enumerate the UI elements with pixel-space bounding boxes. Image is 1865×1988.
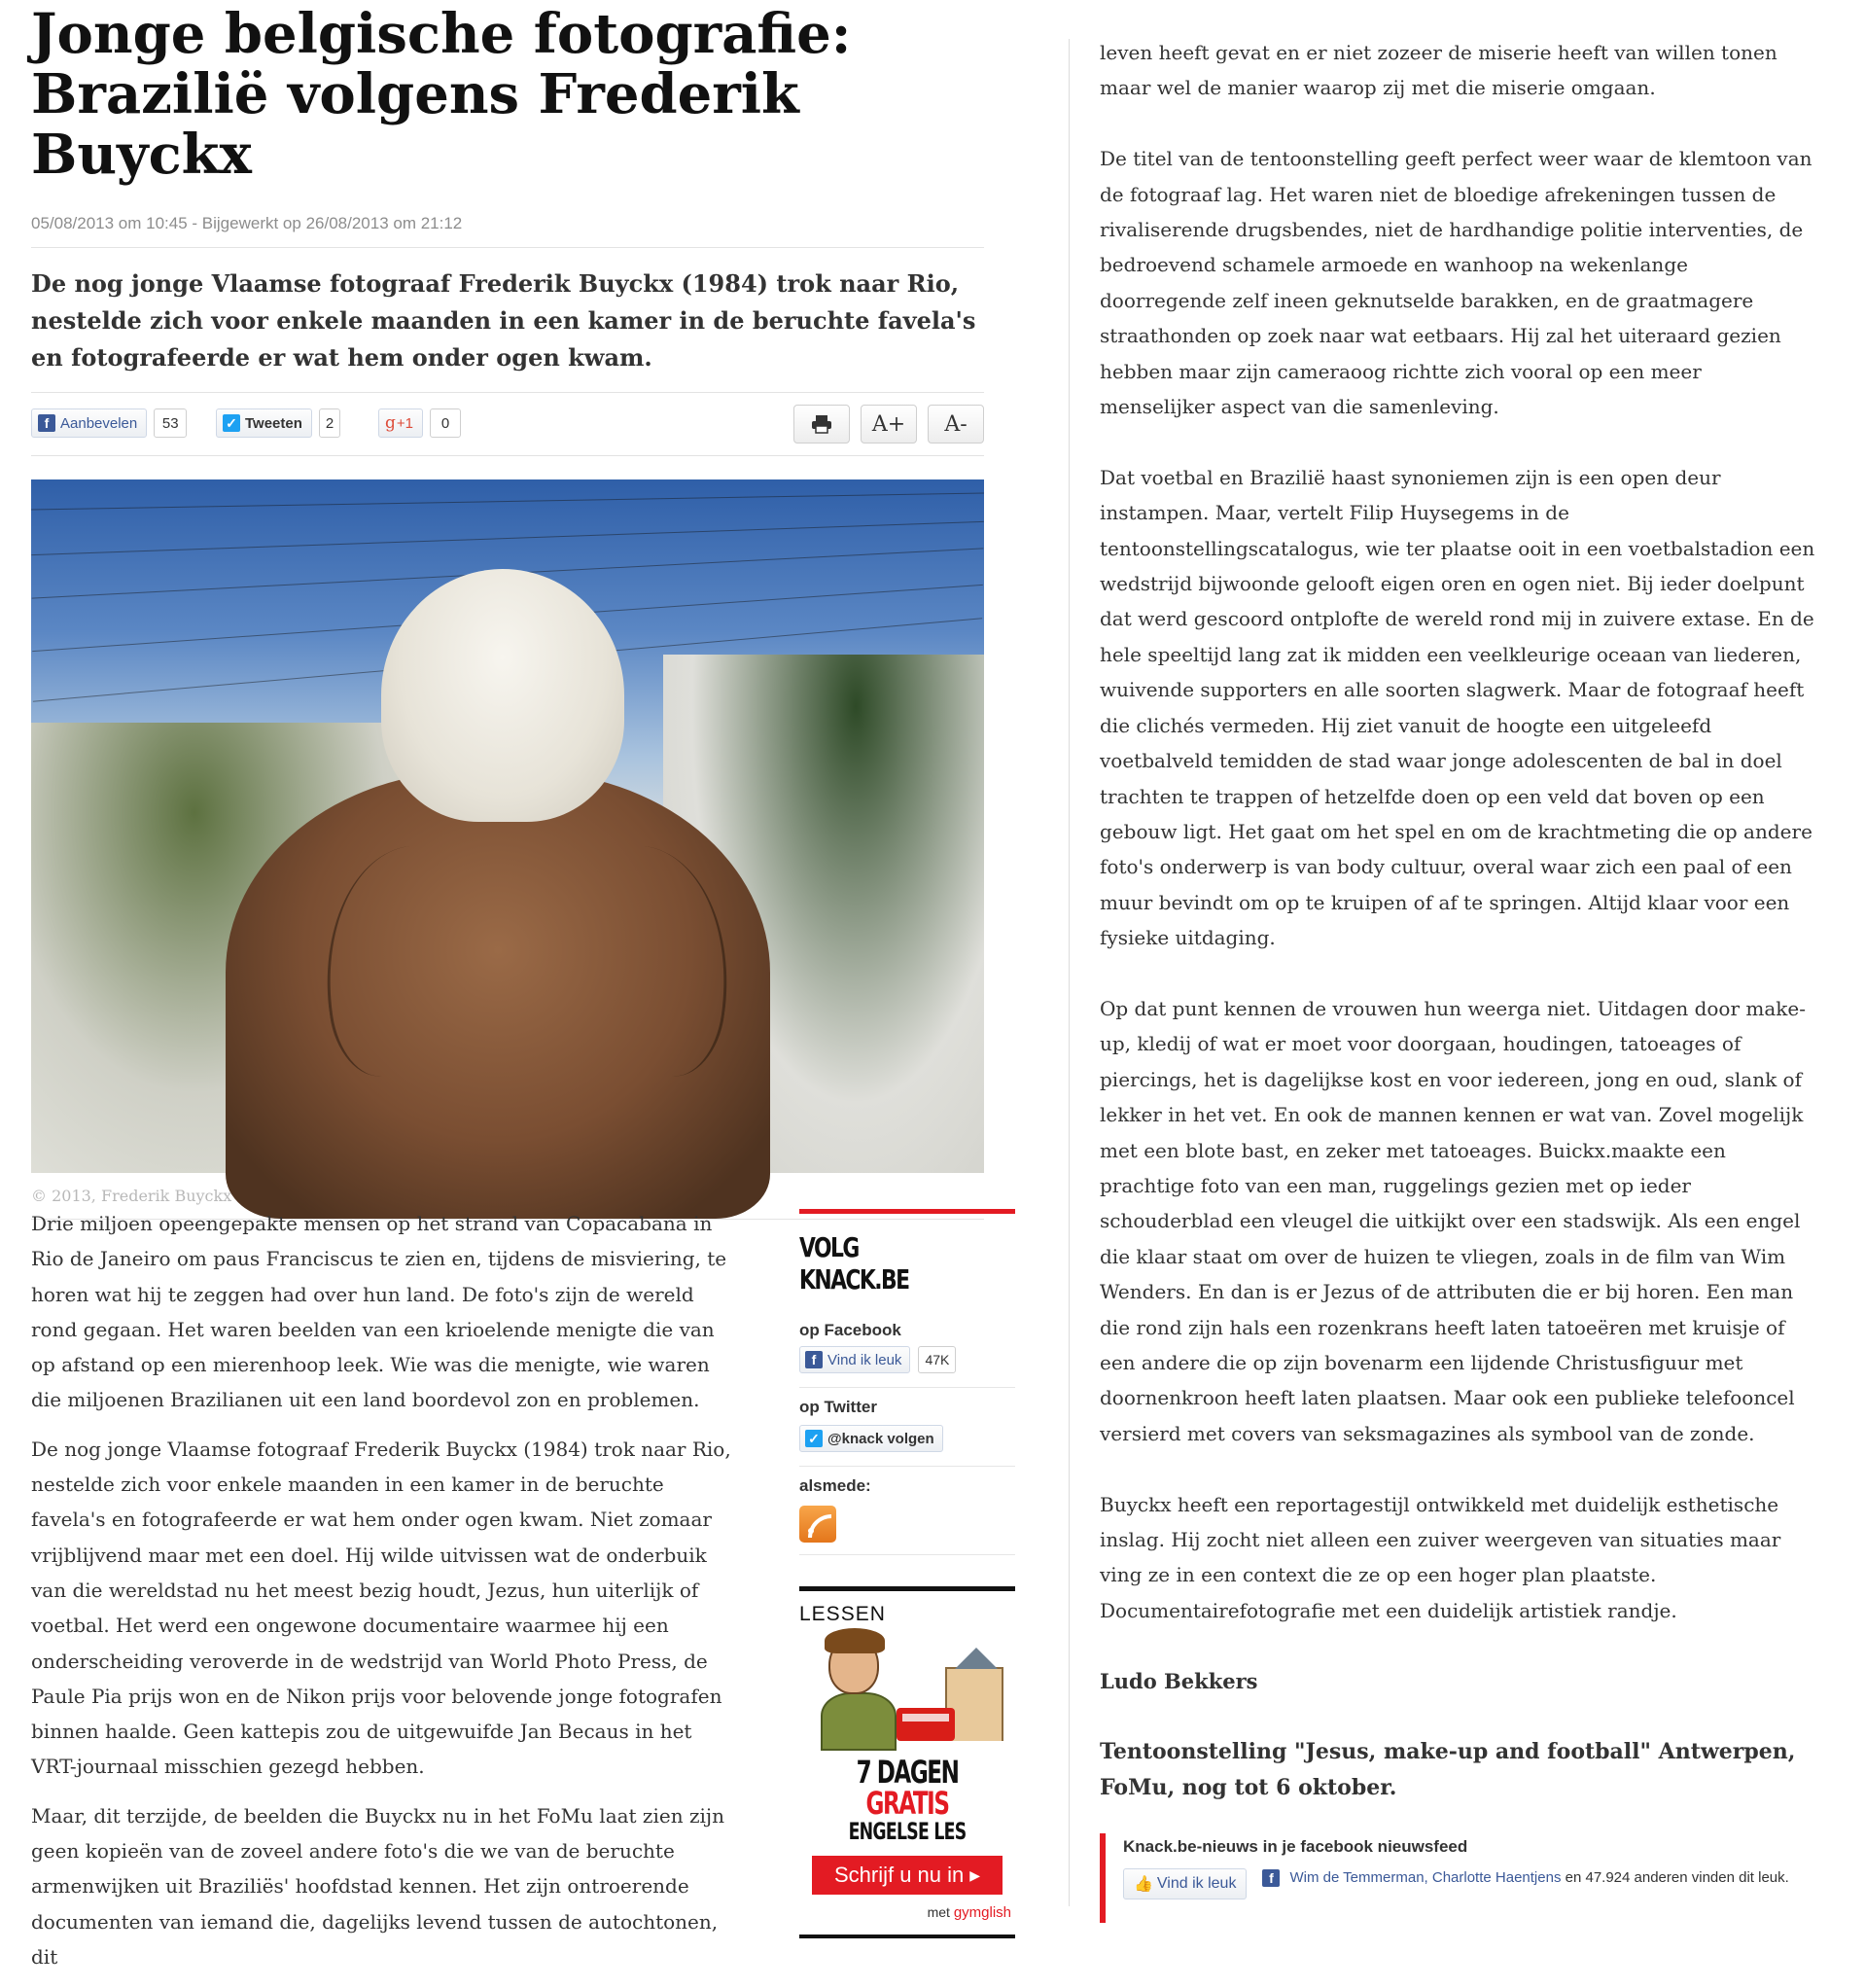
gplus-label: +1	[396, 414, 413, 432]
paragraph: De titel van de tentoonstelling geeft perfect weer waar de klemtoon van de fotograaf lag. Het waren niet de bloedige afrekeningen tussen de rivaliserende drugsbendes, niet de hardhandige politie interventies, de bedroevend schamele armoede en wanhoop na wekenlange doorregende zelf ineen geknutselde barakken, en de graatmagere straathonden op zoek naar wat eetbaars. Hij zal het uiteraard gezien hebben maar zijn cameraoog richtte zich vooral op een meer menselijker aspect van die samenleving.	[1100, 147, 1812, 419]
twitter-follow-button[interactable]	[799, 1425, 943, 1452]
font-increase-label: A+	[871, 411, 906, 437]
friends-sentence	[1289, 1868, 1788, 1899]
facebook-feed-row	[1123, 1868, 1819, 1899]
twitter-share	[216, 408, 340, 438]
power-line	[31, 492, 984, 510]
friends-names-link[interactable]: Wim de Temmerman, Charlotte Haentjens	[1289, 1868, 1562, 1886]
facebook-recommend-button[interactable]	[31, 408, 147, 438]
lessons-subtitle: ENGELSE LES	[848, 1818, 967, 1845]
column-divider	[1069, 39, 1070, 1906]
facebook-like-button[interactable]	[1123, 1868, 1247, 1899]
facebook-follow-row	[799, 1346, 1015, 1388]
facebook-friends-text	[1262, 1868, 1807, 1899]
paragraph: leven heeft gevat en er niet zozeer de miserie heeft van willen tonen maar wel de manier waarop zij met die miserie omgaan.	[1100, 41, 1777, 100]
font-increase-button[interactable]	[861, 405, 917, 444]
twitter-follow-label: op Twitter	[799, 1398, 877, 1416]
photo-caption: © 2013, Frederik Buyckx	[31, 1187, 232, 1205]
rss-row	[799, 1496, 1015, 1555]
gymglish-link[interactable]: gymglish	[953, 1904, 1011, 1921]
print-button[interactable]	[793, 405, 850, 444]
paragraph: De nog jonge Vlaamse fotograaf Frederik Buyckx (1984) trok naar Rio, nestelde zich voor enkele maanden in een kamer in de beruchte favela's en fotografeerde er wat hem onder ogen kwam. Niet zomaar vrijblijvend maar met een doel. Hij wilde uitvissen wat de onderbuik van die wereldstad nu het meest bezig houdt, Jezus, hun uiterlijk of voetbal. Het werd een ongewone documentaire waarmee hij een onderscheiding veroverde in de wedstrijd van World Photo Press, de Paule Pia prijs won en de Nikon prijs voor belovende jonge fotografen binnen haalde. Geen kattepis zou de uitgewuifde Jan Becaus in het VRT-journaal misschien gezegd hebben.	[31, 1437, 731, 1779]
teacher-body	[821, 1692, 897, 1751]
gymglish-credit	[799, 1904, 1015, 1921]
sidebar-widgets	[799, 1209, 1015, 1938]
font-decrease-button[interactable]	[928, 405, 984, 444]
lessons-illustration	[799, 1628, 1015, 1751]
teacher-hair	[825, 1628, 885, 1653]
thumbs-up-icon: 👍	[1134, 1875, 1153, 1893]
article-lede: De nog jonge Vlaamse fotograaf Frederik Buyckx (1984) trok naar Rio, nestelde zich voor enkele maanden in een kamer in de beruchte favela's en fotografeerde er wat hem onder ogen kwam.	[31, 269, 976, 372]
facebook-follow-label: op Facebook	[799, 1321, 901, 1339]
friends-rest: en 47.924 anderen vinden dit leuk.	[1561, 1868, 1789, 1886]
facebook-feed-widget	[1100, 1833, 1819, 1923]
follow-knack-widget	[799, 1209, 1015, 1555]
lessons-days-text: 7 DAGEN	[856, 1754, 959, 1791]
gplus-icon: g	[385, 413, 396, 433]
article-photo	[31, 479, 984, 1173]
divider	[31, 455, 984, 456]
twitter-follow-text: @knack volgen	[827, 1430, 934, 1447]
lessons-signup-button[interactable]	[812, 1856, 1003, 1895]
paragraph: Dat voetbal en Brazilië haast synoniemen zijn is een open deur instampen. Maar, vertelt Filip Huysegems in de tentoonstellingscatalogus, wie ter plaatse ooit in een voetbalstadion een wedstrijd bijwoonde gelooft eigen oren en ogen niet. Bij ieder doelpunt dat werd gescoord ontplofte de wereld rond mij in zuivere extase. En de hele speeltijd lang zat ik midden een veelkleurige oceaan van liederen, wuivende supporters en alle soorten slagwerk. Maar de fotograaf heeft die clichés vermeden. Hij ziet vanuit de hoogte een uitgeleefd voetbalveld temidden de stad waar jonge adolescenten de bal in doel trachten te trappen of hetzelfde doen op een veld dat boven op een gebouw ligt. Het gaat om het spel en om de krachtmeting die op andere foto's onderwerp is van body cultuur, overal waar zich een paal of een muur bevindt om op te kruipen of af te springen. Altijd klaar voor een fysieke uitdaging.	[1100, 465, 1815, 950]
english-lessons-ad	[799, 1586, 1015, 1938]
tweet-label: Tweeten	[245, 414, 302, 432]
twitter-bird-icon: ✓	[223, 414, 240, 432]
twitter-follow-row	[799, 1425, 1015, 1467]
power-line	[31, 521, 983, 555]
facebook-count: 53	[154, 408, 187, 438]
rss-icon[interactable]	[799, 1506, 836, 1543]
play-arrow-icon: ▶	[969, 1866, 981, 1883]
exhibition-info: Tentoonstelling "Jesus, make-up and football" Antwerpen, FoMu, nog tot 6 oktober.	[1100, 1739, 1796, 1800]
lessons-days	[829, 1754, 985, 1822]
gplus-button[interactable]	[378, 408, 423, 438]
printer-icon	[811, 414, 832, 434]
also-label: alsmede:	[799, 1476, 871, 1495]
twitter-bird-icon: ✓	[805, 1430, 823, 1447]
paragraph: Buyckx heeft een reportagestijl ontwikkeld met duidelijk esthetische inslag. Hij zocht niet alleen een zuiver weergeven van situaties maar ving ze in een context die ze op een hoger plan plaatste. Documentairefotografie met een duidelijk artistiek randje.	[1100, 1492, 1781, 1622]
london-bus-illustration	[897, 1708, 955, 1741]
facebook-feed-title: Knack.be-nieuws in je facebook nieuwsfeed	[1123, 1836, 1468, 1856]
follow-title: VOLG KNACK.BE	[799, 1231, 909, 1296]
twitter-count: 2	[319, 408, 340, 438]
gplus-share	[378, 408, 461, 438]
facebook-like-label: Vind ik leuk	[827, 1351, 902, 1368]
article-body-right	[1100, 35, 1819, 1923]
facebook-recommend-label: Aanbevelen	[60, 414, 138, 432]
lessons-free-text: GRATIS	[865, 1785, 949, 1822]
head-cloth	[381, 569, 624, 822]
facebook-like-label: Vind ik leuk	[1156, 1874, 1237, 1892]
paragraph: Op dat punt kennen de vrouwen hun weerga niet. Uitdagen door make-up, kledij of wat er moet voor doorgaan, houdingen, tatoeages of piercings, het is dagelijkse kost en voor iedereen, jong en oud, slank of lekker in het vet. En ook de mannen kennen er wat van. Zovel mogelijk met een blote bast, en zeker met tatoeages. Buickx.maakte een prachtige foto van een man, ruggelings gezien met op ieder schouderblad een vleugel die uitkijkt over een stadswijk. Als een engel die klaar staat om over de huizen te vliegen, zoals in de film van Wim Wenders. En dan is er Jezus of de attributen die er bij horen. Een man die rond zijn hals een rozenkrans heeft laten tatoeëren met kruisje of een andere die op zijn bovenarm een lijdende Christusfiguur met doornenkroon heeft laten plaatsen. Maar ook een publieke telefooncel versierd met covers van seksmagazines als symbool van de zonde.	[1100, 996, 1806, 1445]
facebook-share	[31, 408, 187, 438]
article-author: Ludo Bekkers	[1100, 1668, 1258, 1693]
facebook-icon: f	[1262, 1869, 1280, 1887]
facebook-like-button[interactable]	[799, 1346, 910, 1373]
font-decrease-label: A-	[944, 411, 968, 437]
divider	[31, 247, 984, 248]
tweet-button[interactable]	[216, 408, 312, 438]
gplus-count: 0	[430, 408, 461, 438]
facebook-icon: f	[805, 1351, 823, 1368]
facebook-like-count: 47K	[918, 1346, 956, 1373]
lessons-signup-label: Schrijf u nu in	[833, 1863, 965, 1887]
paragraph: Drie miljoen opeengepakte mensen op het strand van Copacabana in Rio de Janeiro om paus Franciscus te zien en, tijdens de misviering, te horen wat hij te zeggen had over hun land. De foto's zijn de wereld rond gegaan. Het waren beelden van een krioelende menigte die van op afstand op een mierenhoop leek. Wie was die menigte, wie waren die miljoenen Brazilianen uit een land boordevol zon en problemen.	[31, 1212, 727, 1412]
article-title: Jonge belgische fotografie: Brazilië volgens Frederik Buyckx	[31, 2, 852, 187]
share-toolbar	[31, 393, 984, 455]
with-label: met	[927, 1904, 950, 1920]
lessons-title: LESSEN	[799, 1603, 886, 1625]
article-main	[31, 0, 1011, 1969]
article-date: 05/08/2013 om 10:45 - Bijgewerkt op 26/08/2013 om 21:12	[31, 214, 463, 232]
facebook-icon: f	[38, 414, 55, 432]
paragraph: Maar, dit terzijde, de beelden die Buyckx nu in het FoMu laat zien zijn geen kopieën van de zoveel andere foto's die we van de beruchte armenwijken uit Braziliës' hoofdstad kennen. Het zijn ontroerende documenten van iemand die, dagelijks levend tussen de autochtonen, dit	[31, 1803, 724, 1969]
article-body-left	[31, 1206, 736, 1988]
